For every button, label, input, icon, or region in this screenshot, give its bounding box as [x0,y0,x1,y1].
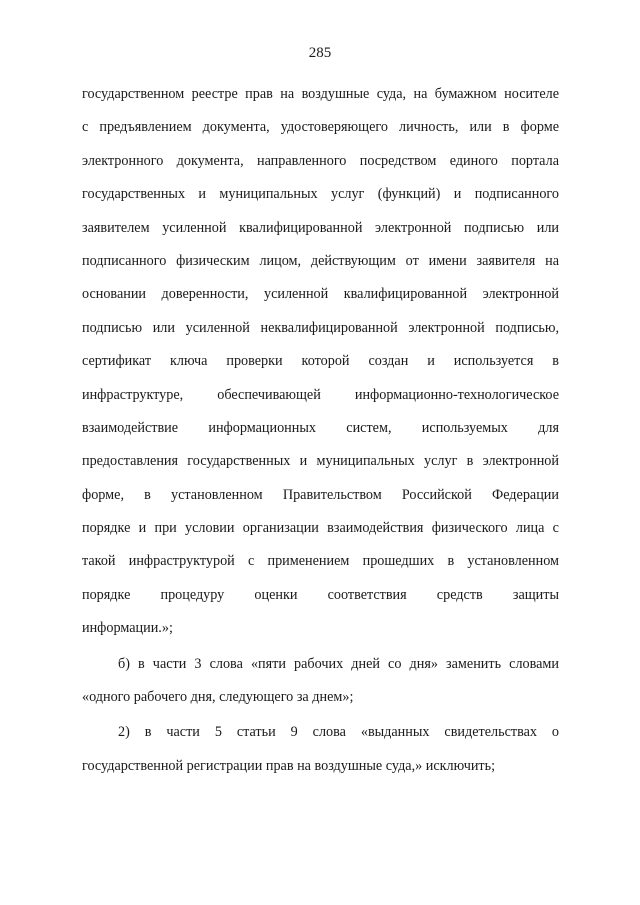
text-line: подписанного физическим лицом, действующим от имени заявителя на [82,252,559,269]
text-line: порядке и при условии организации взаимодействия физического лица с [82,520,559,537]
paragraph-continuation [82,78,559,646]
paragraph-2 [82,716,559,783]
text-line: подписью или усиленной неквалифицированной электронной подписью, [82,319,559,336]
text-line: основании доверенности, усиленной квалифицированной электронной [82,286,559,303]
text-line: 2) в части 5 статьи 9 слова «выданных свидетельствах о [118,724,559,741]
text-line: информации.»; [82,620,173,637]
text-line: взаимодействие информационных систем, используемых для [82,419,559,436]
text-line: б) в части 3 слова «пяти рабочих дней со дня» заменить словами [118,655,559,672]
text-line: инфраструктуре, обеспечивающей информационно-технологическое [82,386,559,403]
text-line: «одного рабочего дня, следующего за днем»; [82,689,354,706]
text-line: предоставления государственных и муниципальных услуг в электронной [82,453,559,470]
text-line: заявителем усиленной квалифицированной электронной подписью или [82,219,559,236]
document-body [82,78,559,783]
page-number: 285 [308,45,332,61]
text-line: государственной регистрации прав на воздушные суда,» исключить; [82,757,496,774]
text-line: государственном реестре прав на воздушные суда, на бумажном носителе [82,86,559,102]
text-line: порядке процедуру оценки соответствия средств защиты [82,586,559,603]
text-line: такой инфраструктурой с применением прошедших в установленном [82,553,559,570]
text-line: с предъявлением документа, удостоверяющего личность, или в форме [82,119,559,136]
text-line: сертификат ключа проверки которой создан и используется в [82,353,559,370]
text-line: форме, в установленном Правительством Российской Федерации [82,486,559,503]
text-line: электронного документа, направленного посредством единого портала [82,152,559,169]
text-line: государственных и муниципальных услуг (функций) и подписанного [82,186,559,203]
paragraph-b [82,648,559,715]
